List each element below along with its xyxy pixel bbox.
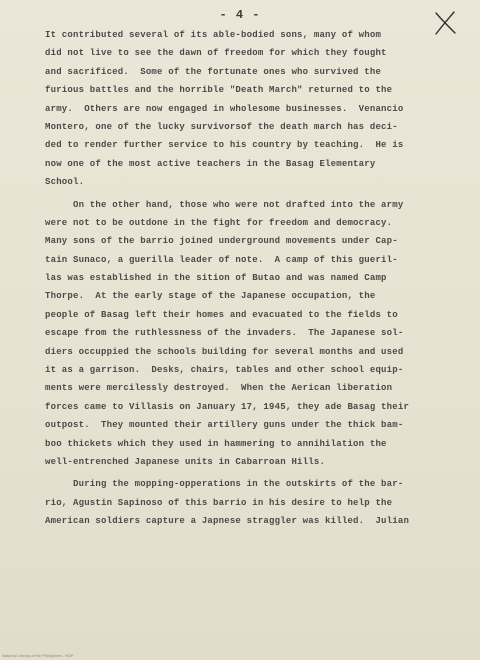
archive-footer: National Library of the Philippines - HDP: [2, 653, 74, 658]
text-line: were not to be outdone in the fight for freedom and democracy.: [45, 217, 393, 228]
text-line: School.: [45, 177, 85, 188]
paragraph-3: [45, 475, 445, 530]
text-line: las was established in the sition of Butao and was named Camp: [45, 273, 387, 284]
paragraph-2: [45, 196, 445, 472]
text-line: now one of the most active teachers in the Basag Elementary: [45, 158, 376, 169]
paragraph-1: [45, 26, 445, 192]
text-line: furious battles and the horrible "Death March" returned to the: [45, 85, 393, 96]
text-line: people of Basag left their homes and evacuated to the fields to: [45, 309, 398, 320]
text-line: boo thickets which they used in hammering to annihilation the: [45, 438, 387, 449]
text-line: Montero, one of the lucky survivorsof the death march has deci-: [45, 121, 398, 132]
text-line: Thorpe. At the early stage of the Japanese occupation, the: [45, 291, 376, 302]
text-line: tain Sunaco, a guerilla leader of note. A camp of this gueril-: [45, 254, 398, 265]
text-line: army. Others are now engaged in wholesome businesses. Venancio: [45, 103, 404, 114]
text-line: did not live to see the dawn of freedom for which they fought: [45, 48, 387, 59]
text-line: On the other hand, those who were not drafted into the army: [45, 199, 404, 210]
text-line: ded to render further service to his country by teaching. He is: [45, 140, 404, 151]
text-line: diers occuppied the schools building for several months and used: [45, 346, 404, 357]
text-line: and sacrificed. Some of the fortunate ones who survived the: [45, 66, 382, 77]
typed-text-body: [45, 26, 445, 531]
text-line: forces came to Villasis on January 17, 1945, they ade Basag their: [45, 401, 410, 412]
text-line: escape from the ruthlessness of the invaders. The Japanese sol-: [45, 328, 404, 339]
page-number: - 4 -: [219, 8, 261, 22]
text-line: outpost. They mounted their artillery guns under the thick bam-: [45, 420, 404, 431]
text-line: ments were mercilessly destroyed. When the Aerican liberation: [45, 383, 393, 394]
text-line: Many sons of the barrio joined underground movements under Cap-: [45, 236, 398, 247]
text-line: It contributed several of its able-bodied sons, many of whom: [45, 30, 382, 40]
text-line: rio, Agustin Sapinoso of this barrio in his desire to help the: [45, 497, 393, 508]
text-line: During the mopping-opperations in the outskirts of the bar-: [45, 479, 404, 490]
text-line: it as a garrison. Desks, chairs, tables and other school equip-: [45, 365, 404, 376]
text-line: well-entrenched Japanese units in Cabarroan Hills.: [45, 456, 326, 467]
text-line: American soldiers capture a Japnese straggler was killed. Julian: [45, 516, 410, 527]
